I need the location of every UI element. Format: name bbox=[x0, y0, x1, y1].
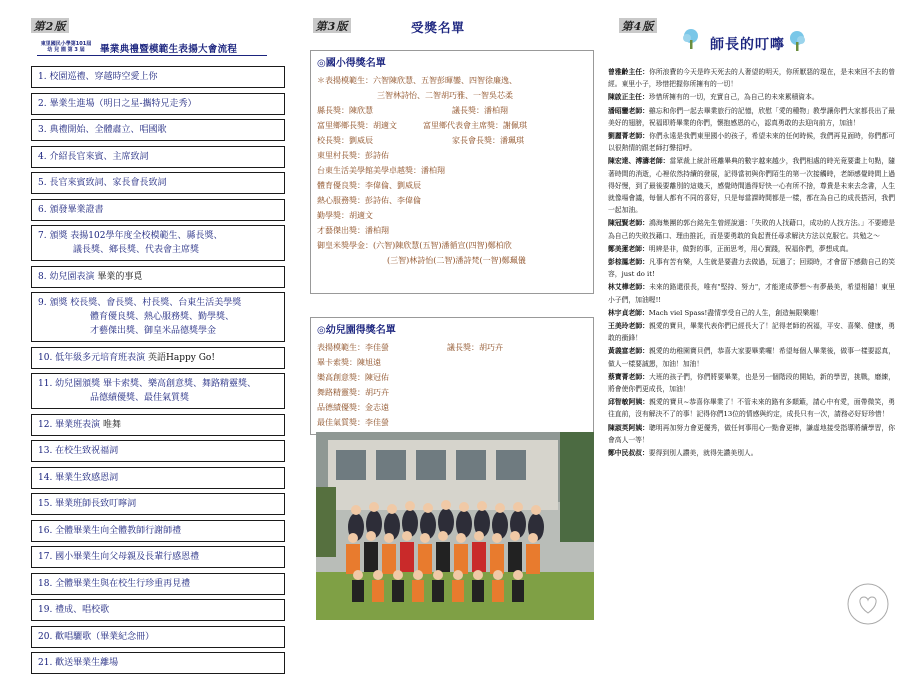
program-item bbox=[31, 66, 285, 88]
message-author: 劉麗菁老師： bbox=[608, 132, 650, 141]
message-text: 鴻海集團的郭台銘先生曾經說過：「失敗的人找藉口，成功的人找方法。」不要總是為自己的失敗找藉口、理由推託，而是要勇敢的負起責任尋求解決方法以克服它。共勉之～ bbox=[608, 219, 895, 240]
award-line: 畢卡索獎：陳旭遠 bbox=[317, 358, 381, 367]
tree-icon bbox=[682, 28, 700, 50]
program-item bbox=[31, 199, 285, 221]
award-item: 縣長獎：陳欣慧 bbox=[317, 106, 373, 115]
mentor-message bbox=[608, 155, 895, 216]
message-author: 彭棕鳳老師： bbox=[608, 258, 650, 267]
message-text: Mach viel Spass!盡情享受自己的人生，創造無限樂趣！ bbox=[648, 308, 823, 317]
program-item-text: 6. 頒發畢業證書 bbox=[38, 204, 104, 215]
elementary-awards-heading: ◎國小得獎名單 bbox=[317, 58, 386, 69]
program-item bbox=[31, 347, 285, 369]
award-line: (三智)林詩怡(二智)潘詩梵(一智)鄭珮儀 bbox=[387, 256, 526, 265]
program-item-line: 才藝傑出獎、御皇米品德獎學金 bbox=[90, 326, 217, 336]
mentor-message bbox=[608, 320, 895, 344]
message-text: 未來的路還很長，唯有"堅持、努力"，才能達成夢想～有夢最美，希望相隨！東里小子們，加油喔!! bbox=[608, 283, 895, 304]
program-item bbox=[31, 119, 285, 141]
award-line: 御皇米獎學金：(六智)陳欣慧(五智)潘循宣(四智)鄭柏欣 bbox=[317, 241, 512, 250]
school-caption-line-1: 東里國民小學第101屆 bbox=[40, 41, 92, 47]
program-item-text: 4. 介紹長官來賓、主席致詞 bbox=[38, 151, 149, 162]
program-item bbox=[31, 146, 285, 168]
kindergarten-awards-heading: ◎幼兒園得獎名單 bbox=[317, 325, 396, 336]
award-item: 議長獎：胡巧卉 bbox=[447, 343, 503, 352]
program-item bbox=[31, 546, 285, 568]
program-item bbox=[31, 266, 285, 288]
award-line: 台東生活美學館美學卓越獎：潘柏翔 bbox=[317, 166, 445, 175]
program-item-text: 5. 長官來賓致詞、家長會長致詞 bbox=[38, 178, 167, 188]
program-item-text: 3. 典禮開始、全體肅立、唱國歌 bbox=[38, 125, 167, 135]
message-author: 蔡寶菁老師： bbox=[608, 372, 650, 381]
program-item-text: 10. 低年級多元培育班表演 bbox=[38, 352, 149, 363]
message-author: 曾雅齡主任： bbox=[608, 68, 650, 76]
award-line bbox=[317, 340, 587, 355]
message-author: 林艾樺老師： bbox=[608, 283, 650, 292]
program-item bbox=[31, 626, 285, 648]
school-caption-line-2: 幼 兒 園 第 3 屆 bbox=[47, 47, 85, 53]
graduation-group-photo bbox=[316, 432, 594, 620]
program-item-performance: 英語Happy Go! bbox=[148, 352, 215, 363]
mentor-message bbox=[608, 396, 895, 420]
program-item-text: 18. 全體畢業生與在校生行珍重再見禮 bbox=[38, 578, 191, 589]
award-line: 最佳氣質獎：李佳螢 bbox=[317, 418, 389, 427]
ceremony-title: 畢業典禮暨模範生表揚大會流程 bbox=[100, 44, 238, 55]
program-item-text: 11. 幼兒園頒獎 畢卡索獎、樂高創意獎、舞路精靈獎、 bbox=[38, 379, 257, 389]
message-text: 親愛的寶貝，畢業代表你們已經長大了！記得老師的祝福，平安、喜樂、健康，勇敢的衝鋒！ bbox=[608, 322, 896, 343]
mentor-message bbox=[608, 447, 895, 459]
page-2-column bbox=[0, 0, 300, 668]
message-author: 鄭美蓮老師： bbox=[608, 244, 649, 253]
program-item-text: 12. 畢業班表演 bbox=[38, 419, 104, 430]
program-item bbox=[31, 573, 285, 595]
mentor-message bbox=[608, 371, 895, 395]
mentor-message bbox=[608, 66, 895, 90]
program-item-text: 17. 國小畢業生向父母親及長輩行感恩禮 bbox=[38, 552, 200, 562]
mentor-message bbox=[608, 217, 895, 241]
award-item: 校長獎：劉威辰 bbox=[317, 136, 373, 145]
program-list bbox=[31, 66, 285, 679]
message-text: 凡事有苦有樂，人生就是要盡力去做過，玩過了；回頭時，才會留下感動自己的笑容，just do it! bbox=[608, 258, 896, 279]
school-caption bbox=[37, 41, 95, 53]
page-4-column bbox=[602, 0, 905, 639]
mentor-messages-title: 師長的叮嚀 bbox=[710, 37, 785, 53]
message-author: 潘昭鑾老師： bbox=[608, 106, 650, 115]
message-author: 陳啟正主任： bbox=[608, 93, 649, 102]
program-item bbox=[31, 520, 285, 542]
award-item: 表揚模範生：李佳螢 bbox=[317, 343, 389, 352]
program-item bbox=[31, 493, 285, 515]
message-text: 親愛的寶貝~恭喜你畢業了！不管未來的路有多顛簸，請心中有愛，面帶微笑，勇往直前，沒有解決不了的事！記得你們13位的情感與約定，成長只有一次，請務必好好珍惜！ bbox=[608, 398, 895, 419]
tree-icon bbox=[786, 30, 808, 52]
mentor-message bbox=[608, 281, 895, 305]
program-item bbox=[31, 373, 285, 409]
message-author: 鄭中民叔叔： bbox=[608, 449, 649, 458]
program-item bbox=[31, 292, 285, 342]
award-line: 三智林詩怡、二智胡巧雅、一智吳芯柔 bbox=[377, 91, 513, 100]
program-item-text: 13. 在校生致祝福詞 bbox=[38, 446, 119, 456]
elementary-awards-box bbox=[310, 50, 594, 294]
program-item-text: 7. 頒獎 表揚102學年度全校模範生、縣長獎、 bbox=[38, 231, 223, 241]
program-item-text: 19. 禮成、唱校歌 bbox=[38, 605, 110, 615]
program-item bbox=[31, 225, 285, 261]
program-item bbox=[31, 172, 285, 194]
page-number-tag: 第4版 bbox=[619, 18, 657, 33]
award-item: 家長會長獎：潘珮琪 bbox=[452, 136, 524, 145]
message-text: 你們永遠是我們東里國小的孩子，希望未來的任何時候，我們再見面時，你們都可以很熱情的跟老師打聲招呼。 bbox=[608, 132, 896, 153]
message-text: 大班的孩子們，你們將要畢業，也是另一個階段的開始，新的學習，挑戰，磨練，將會使你們更成長，加油！ bbox=[608, 372, 896, 394]
award-line: 品德績優獎：金志遠 bbox=[317, 403, 389, 412]
program-item-text: 14. 畢業生致感恩詞 bbox=[38, 472, 119, 483]
message-author: 陳宏達、溥濤老師： bbox=[608, 157, 670, 166]
mentor-message bbox=[608, 130, 895, 154]
award-line bbox=[317, 118, 587, 133]
awards-title: 受獎名單 bbox=[411, 20, 466, 35]
program-item bbox=[31, 652, 285, 674]
program-item-line: 品德績優獎、最佳氣質獎 bbox=[90, 393, 190, 403]
program-item-performance: 唯舞 bbox=[103, 419, 122, 430]
message-text: 珍惜所擁有的一切，充實自己，為自己的未來累積資本。 bbox=[648, 93, 819, 102]
message-author: 黃義富老師： bbox=[608, 347, 650, 356]
program-item bbox=[31, 467, 285, 489]
message-author: 林宇貞老師： bbox=[608, 308, 649, 317]
message-text: 親愛的幼稚園寶貝們，恭喜大家要畢業囉！希望每個人畢業後，做事一樣要認真，做人一樣要誠懇，加油！加油！ bbox=[608, 347, 896, 368]
message-text: 當眾裁上統計班離畢典的數字越來越少，我們相處的時光竟要畫上句點，隨著時間的消逝，心裡依然持續的發展，記得當初與你們陌生的第一次接觸時，老師感覺時間上過得好慢，到了最後要離別的這幾天，感覺時間過得好快一心有所不捨，尊貴是未來去念書，人生就像場會議，每個人都有不同的喜好，只是每當課時間都是一樣，都在為自己的成長搭河，我們一起加油。 bbox=[608, 157, 896, 215]
award-item: 富里鄉代表會主席獎：謝佩琪 bbox=[423, 121, 527, 130]
mentor-message bbox=[608, 105, 895, 129]
award-line: 體育優良獎：李偉倫、劉威辰 bbox=[317, 181, 421, 190]
award-line: 舞路精靈獎：胡巧卉 bbox=[317, 388, 389, 397]
award-line: 熱心服務獎：彭詩佑、李偉倫 bbox=[317, 196, 421, 205]
award-line: 才藝傑出獎：潘柏翔 bbox=[317, 226, 389, 235]
award-line bbox=[317, 103, 587, 118]
award-line: ＊表揚模範生：六智陳欣慧、五智彭暉鑾、四智徐廉逸、 bbox=[317, 76, 517, 85]
message-text: 要得到別人讚美，就得先讚美別人。 bbox=[648, 449, 758, 458]
page-number-tag: 第2版 bbox=[31, 18, 69, 33]
program-item-text: 21. 歡送畢業生離場 bbox=[38, 658, 119, 668]
mentor-messages bbox=[608, 66, 895, 460]
program-item bbox=[31, 440, 285, 462]
program-item-text: 15. 畢業班師長致叮嚀詞 bbox=[38, 499, 137, 509]
award-line: 勤學獎：胡適文 bbox=[317, 211, 373, 220]
award-line bbox=[317, 133, 587, 148]
message-author: 陳淑英阿姨： bbox=[608, 423, 650, 432]
program-item-line: 議長獎、鄉長獎、代表會主席獎 bbox=[73, 245, 200, 255]
message-text: 明辨是非，做對的事，正面思考，用心實踐，祝福你們，夢想成真。 bbox=[648, 244, 853, 253]
program-item bbox=[31, 599, 285, 621]
program-item-text: 9. 頒獎 校長獎、會長獎、村長獎、台東生活美學獎 bbox=[38, 298, 242, 308]
message-author: 王美玲老師： bbox=[608, 322, 650, 331]
mentor-message bbox=[608, 307, 895, 319]
mentor-message bbox=[608, 243, 895, 255]
award-item: 議長獎：潘柏翔 bbox=[452, 106, 508, 115]
program-item-line: 體育優良獎、熱心服務獎、勤學獎、 bbox=[90, 312, 235, 322]
message-text: 聰明再加努力會更優秀，做任何事用心一點會更棒，謙虛地接受指導將續學習，你會高人一等！ bbox=[608, 423, 896, 444]
mentor-message bbox=[608, 256, 895, 280]
award-line: 樂高創意獎：陳冠佑 bbox=[317, 373, 389, 382]
title-underline bbox=[37, 55, 267, 56]
page-3-column bbox=[302, 0, 602, 639]
award-item: 富里鄉鄉長獎：胡適文 bbox=[317, 121, 397, 130]
page-number-tag: 第3版 bbox=[313, 18, 351, 33]
mentor-message bbox=[608, 422, 895, 446]
program-item-text: 16. 全體畢業生向全體教師行謝師禮 bbox=[38, 525, 182, 536]
mentor-message bbox=[608, 91, 895, 103]
program-item bbox=[31, 93, 285, 115]
message-text: 雖忘和你們一起去畢業旅行的記憶，欣慰「愛的種物」教學讓你們大家都長出了最美好的翅膀，祝福即將畢業的你們，懷抱感恩的心，認真勇敢的去迎向前方，加油！ bbox=[608, 106, 896, 127]
award-line: 東里村長獎：彭詩佑 bbox=[317, 151, 389, 160]
program-item-text: 2. 畢業生進場（明日之星-攜特兄走秀） bbox=[38, 98, 197, 109]
program-item-performance: 畢業的事覓 bbox=[97, 271, 143, 282]
message-author: 陳冠賢老師： bbox=[608, 219, 649, 228]
program-item-text: 8. 幼兒園表演 bbox=[38, 271, 98, 282]
kindergarten-awards-box bbox=[310, 317, 594, 435]
message-author: 邱智敏阿姨： bbox=[608, 398, 650, 407]
mentor-message bbox=[608, 345, 895, 369]
group-photo-illustration bbox=[316, 432, 594, 620]
message-text: 你所浪費的今天是昨天死去的人奢望的明天，你所厭惡的現在，是未來回不去的曾經。東里小子，珍惜把握你所擁有的一切！ bbox=[608, 68, 896, 89]
program-item-text: 1. 校園巡禮、穿越時空愛上你 bbox=[38, 72, 158, 82]
program-item-text: 20. 歡唱驪歌（畢業紀念冊） bbox=[38, 631, 155, 642]
heart-stamp-icon bbox=[846, 582, 890, 626]
program-item bbox=[31, 414, 285, 436]
